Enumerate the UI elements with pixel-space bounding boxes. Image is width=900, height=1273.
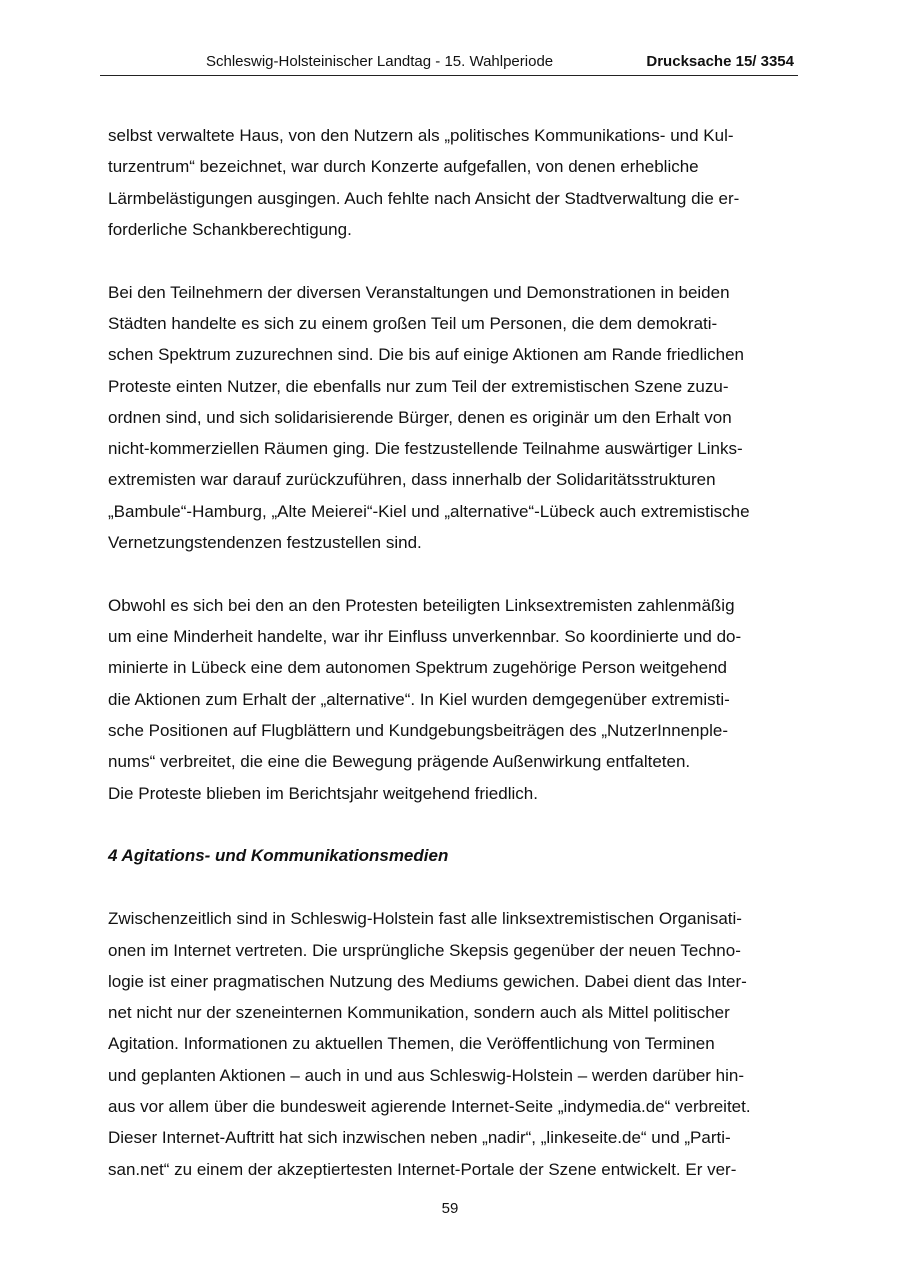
- text-line: nums“ verbreitet, die eine die Bewegung prägende Außenwirkung entfalteten.: [108, 752, 691, 772]
- paragraph-spacer: [108, 872, 798, 904]
- paragraph-3: [108, 590, 798, 809]
- header-document-number: Drucksache 15/ 3354: [646, 53, 794, 70]
- text-line: schen Spektrum zuzurechnen sind. Die bis auf einige Aktionen am Rande friedlichen: [108, 345, 744, 365]
- paragraph-1: [108, 120, 798, 245]
- paragraph-spacer: [108, 809, 798, 841]
- paragraph-4: [108, 903, 798, 1185]
- text-line: minierte in Lübeck eine dem autonomen Spektrum zugehörige Person weitgehend: [108, 658, 727, 678]
- text-line: Vernetzungstendenzen festzustellen sind.: [108, 533, 422, 553]
- text-line: Die Proteste blieben im Berichtsjahr weitgehend friedlich.: [108, 783, 538, 803]
- text-line: Agitation. Informationen zu aktuellen Themen, die Veröffentlichung von Terminen: [108, 1034, 715, 1054]
- text-line: extremisten war darauf zurückzuführen, dass innerhalb der Solidaritätsstrukturen: [108, 470, 716, 490]
- page-number: 59: [441, 1200, 459, 1217]
- page-header: [100, 51, 798, 76]
- text-line: turzentrum“ bezeichnet, war durch Konzerte aufgefallen, von denen erhebliche: [108, 157, 699, 177]
- text-line: und geplanten Aktionen – auch in und aus Schleswig-Holstein – werden darüber hin-: [108, 1065, 745, 1085]
- section-heading: 4 Agitations- und Kommunikationsmedien: [108, 846, 449, 866]
- paragraph-2: [108, 277, 798, 559]
- text-line: Dieser Internet-Auftritt hat sich inzwischen neben „nadir“, „linkeseite.de“ und „Parti-: [108, 1128, 731, 1148]
- text-line: die Aktionen zum Erhalt der „alternative“. In Kiel wurden demgegenüber extremisti-: [108, 689, 730, 709]
- text-line: Zwischenzeitlich sind in Schleswig-Holstein fast alle linksextremistischen Organisati-: [108, 909, 742, 929]
- text-line: sche Positionen auf Flugblättern und Kundgebungsbeiträgen des „NutzerInnenple-: [108, 721, 728, 741]
- text-line: Obwohl es sich bei den an den Protesten beteiligten Linksextremisten zahlenmäßig: [108, 595, 735, 615]
- paragraph-spacer: [108, 245, 798, 277]
- text-line: selbst verwaltete Haus, von den Nutzern als „politisches Kommunikations- und Kul-: [108, 126, 734, 145]
- text-line: net nicht nur der szeneinternen Kommunikation, sondern auch als Mittel politischer: [108, 1003, 730, 1023]
- text-line: „Bambule“-Hamburg, „Alte Meierei“-Kiel und „alternative“-Lübeck auch extremistische: [108, 501, 750, 521]
- text-line: Lärmbelästigungen ausgingen. Auch fehlte nach Ansicht der Stadtverwaltung die er-: [108, 188, 740, 208]
- document-body: [108, 120, 798, 1185]
- text-line: Städten handelte es sich zu einem großen Teil um Personen, die dem demokrati-: [108, 313, 718, 333]
- paragraph-spacer: [108, 558, 798, 590]
- text-line: onen im Internet vertreten. Die ursprüngliche Skepsis gegenüber der neuen Techno-: [108, 940, 741, 960]
- text-line: logie ist einer pragmatischen Nutzung des Mediums gewichen. Dabei dient das Inter-: [108, 971, 747, 991]
- text-line: um eine Minderheit handelte, war ihr Einfluss unverkennbar. So koordinierte und do-: [108, 627, 742, 647]
- text-line: nicht-kommerziellen Räumen ging. Die festzustellende Teilnahme auswärtiger Links-: [108, 439, 743, 459]
- text-line: aus vor allem über die bundesweit agierende Internet-Seite „indymedia.de“ verbreitet.: [108, 1097, 751, 1117]
- text-line: ordnen sind, und sich solidarisierende Bürger, denen es originär um den Erhalt von: [108, 407, 732, 427]
- text-line: Bei den Teilnehmern der diversen Veranstaltungen und Demonstrationen in beiden: [108, 282, 730, 302]
- text-line: forderliche Schankberechtigung.: [108, 219, 352, 239]
- header-title: Schleswig-Holsteinischer Landtag - 15. Wahlperiode: [206, 53, 554, 70]
- text-line: san.net“ zu einem der akzeptiertesten Internet-Portale der Szene entwickelt. Er ver-: [108, 1159, 737, 1179]
- text-line: Proteste einten Nutzer, die ebenfalls nur zum Teil der extremistischen Szene zuzu-: [108, 376, 729, 396]
